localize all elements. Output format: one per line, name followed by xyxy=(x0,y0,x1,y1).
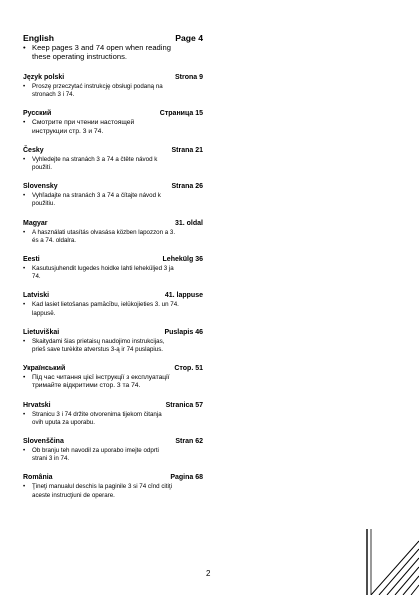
instruction-item xyxy=(23,483,203,499)
section-header xyxy=(23,219,203,228)
instruction-text: Keep pages 3 and 74 open when reading these operating instructions. xyxy=(32,43,171,61)
bullet: • xyxy=(23,119,26,127)
language-name: Latviski xyxy=(23,292,50,300)
instruction-item xyxy=(23,374,203,390)
section-header xyxy=(23,33,203,43)
bullet: • xyxy=(23,447,26,455)
page-reference: Stranica 57 xyxy=(165,401,203,409)
page-reference: Puslapis 46 xyxy=(164,328,203,336)
instruction-item xyxy=(23,156,203,172)
bullet: • xyxy=(23,483,26,491)
page-reference: Стор. 51 xyxy=(174,365,203,373)
section-header xyxy=(23,182,203,191)
page-number: 2 xyxy=(206,569,211,578)
bullet: • xyxy=(23,265,26,273)
language-index xyxy=(23,33,203,510)
instruction-item xyxy=(23,411,203,427)
instruction-item xyxy=(23,229,203,245)
bullet: • xyxy=(23,374,26,382)
section-header xyxy=(23,255,203,264)
page-reference: Страница 15 xyxy=(159,110,203,118)
page-reference: Strana 21 xyxy=(171,146,203,154)
section-slovak xyxy=(23,182,203,208)
instruction-item xyxy=(23,119,203,135)
language-name: Česky xyxy=(23,146,44,154)
instruction-item xyxy=(23,301,203,317)
section-ukrainian xyxy=(23,364,203,390)
instruction-text: Ob branju teh navodil za uporabo imejte odprti strani 3 in 74. xyxy=(32,447,159,463)
section-header xyxy=(23,473,203,482)
page-reference: Lehekülg 36 xyxy=(162,256,203,264)
instruction-text: Kad lasiet lietošanas pamācību, ielūkojieties 3. un 74. lappusē. xyxy=(32,301,179,317)
bullet: • xyxy=(23,43,26,52)
instruction-text: Смотрите при чтении настоящей инструкции стр. 3 и 74. xyxy=(32,119,135,135)
bullet: • xyxy=(23,337,26,345)
section-header xyxy=(23,73,203,82)
bullet: • xyxy=(23,192,26,200)
section-hungarian xyxy=(23,219,203,245)
section-romanian xyxy=(23,473,203,499)
language-name: Русский xyxy=(23,110,52,118)
page-reference: Strona 9 xyxy=(174,74,203,81)
section-polish xyxy=(23,73,203,99)
section-russian xyxy=(23,109,203,135)
instruction-text: A használati utasítás olvasása közben lapozzon a 3. és a 74. oldalra. xyxy=(32,228,176,244)
instruction-text: Stranicu 3 i 74 držite otvorenima tijekom čitanja ovih uputa za uporabu. xyxy=(32,410,162,426)
section-header xyxy=(23,109,203,118)
language-name: România xyxy=(23,474,53,482)
section-english xyxy=(23,33,203,61)
page-reference: Page 4 xyxy=(175,33,203,43)
instruction-text: Ţineţi manualul deschis la paginile 3 si 74 cînd citiţi aceste instrucţiuni de operare. xyxy=(32,483,172,499)
instruction-item xyxy=(23,338,203,354)
section-czech xyxy=(23,146,203,172)
instruction-text: Kasutusjuhendit lugedes hoidke lahti leheküljed 3 ja 74. xyxy=(32,265,174,281)
language-name: Eesti xyxy=(23,256,40,264)
instruction-item xyxy=(23,192,203,208)
language-name: Język polski xyxy=(23,74,65,81)
language-name: Hrvatski xyxy=(23,401,51,409)
page-reference: 31. oldal xyxy=(174,219,203,227)
section-header xyxy=(23,401,203,410)
page-reference: Pagina 68 xyxy=(170,474,203,482)
bullet: • xyxy=(23,410,26,418)
section-header xyxy=(23,437,203,446)
bullet: • xyxy=(23,155,26,163)
instruction-text: Proszę przeczytać instrukcję obsługi podaną na stronach 3 i 74. xyxy=(32,83,163,99)
section-estonian xyxy=(23,255,203,281)
bullet: • xyxy=(23,83,26,90)
page-reference: 41. lappuse xyxy=(164,292,203,300)
page-reference: Stran 62 xyxy=(175,438,203,446)
instruction-item xyxy=(23,265,203,281)
instruction-text: Під час читання цієї інструкції з експлуатації тримайте відкритими стор. 3 та 74. xyxy=(32,374,170,390)
page-reference: Strana 26 xyxy=(171,183,203,191)
language-name: Slovensky xyxy=(23,183,58,191)
instruction-text: Vyhľadajte na stranách 3 a 74 a čítajte návod k použitiu. xyxy=(32,192,161,208)
language-name: Slovenščina xyxy=(23,438,64,446)
section-header xyxy=(23,328,203,337)
bullet: • xyxy=(23,228,26,236)
language-name: Lietuviškai xyxy=(23,328,60,336)
section-header xyxy=(23,364,203,373)
page-corner-hatch-mark xyxy=(363,529,419,595)
instruction-item xyxy=(23,83,203,99)
section-header xyxy=(23,291,203,300)
section-latvian xyxy=(23,291,203,317)
section-lithuanian xyxy=(23,328,203,354)
section-croatian xyxy=(23,401,203,427)
instruction-item xyxy=(23,447,203,463)
language-name: English xyxy=(23,33,55,43)
bullet: • xyxy=(23,301,26,309)
language-name: Український xyxy=(23,365,66,373)
instruction-text: Vyhledejte na stranách 3 a 74 a čtěte návod k použití. xyxy=(32,155,158,172)
instruction-text: Skaitydami šias prietaisų naudojimo instrukcijas, prieš save turėkite atverstus 3-ą ir 74 puslapius. xyxy=(32,337,165,354)
instruction-item xyxy=(23,43,203,61)
language-name: Magyar xyxy=(23,219,48,227)
section-header xyxy=(23,146,203,155)
section-slovenian xyxy=(23,437,203,463)
